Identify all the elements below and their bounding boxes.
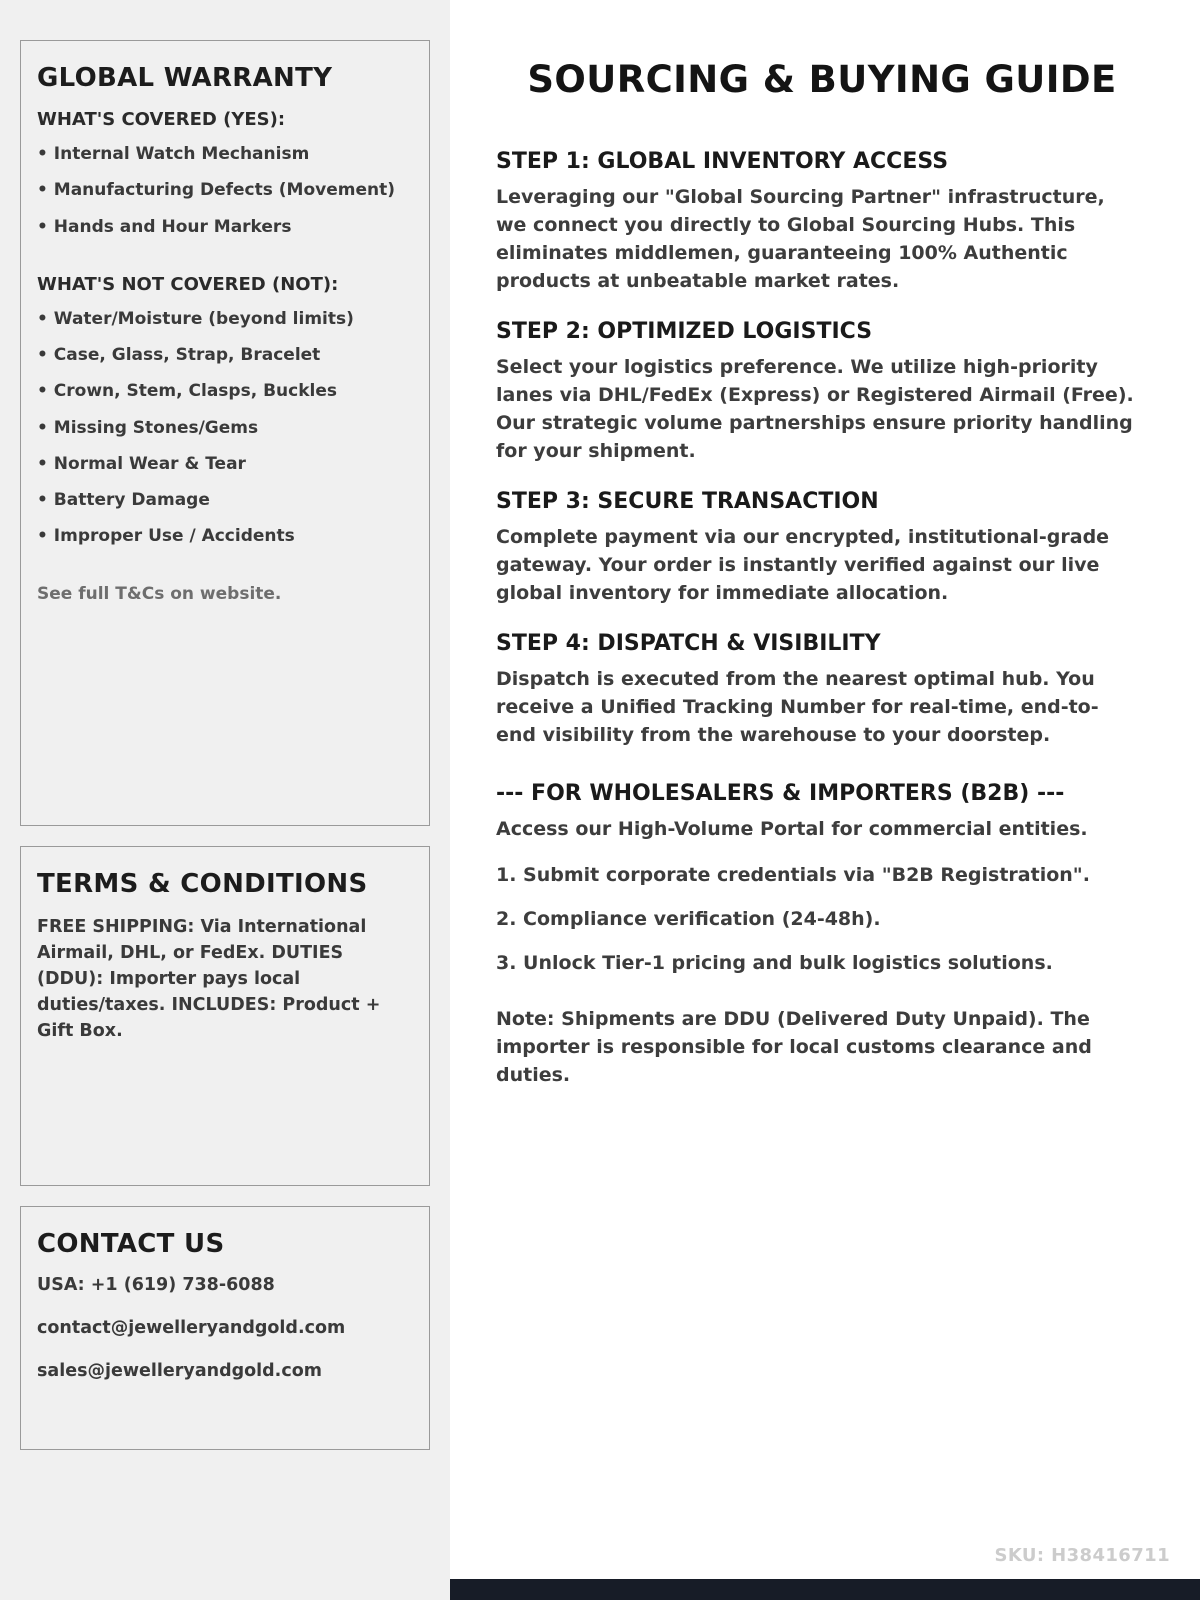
step-1: [496, 149, 1148, 295]
covered-list: [37, 144, 411, 238]
b2b-section: [496, 781, 1148, 1089]
contact-title: CONTACT US: [37, 1229, 225, 1259]
b2b-note: Note: Shipments are DDU (Delivered Duty Unpaid). The importer is responsible for local customs clearance and duties.: [496, 1008, 1092, 1086]
step-4-heading: STEP 4: DISPATCH & VISIBILITY: [496, 631, 881, 656]
page-title: SOURCING & BUYING GUIDE: [527, 58, 1117, 101]
step-3-heading: STEP 3: SECURE TRANSACTION: [496, 489, 879, 514]
sidebar: [0, 0, 450, 1600]
list-item: • Missing Stones/Gems: [37, 418, 411, 439]
step-3-body: Complete payment via our encrypted, institutional-grade gateway. Your order is instantly verified against our live global inventory for immediate allocation.: [496, 526, 1110, 604]
b2b-item-2: 2. Compliance verification (24-48h).: [496, 908, 881, 930]
not-covered-list: [37, 309, 411, 548]
footer-bar: [450, 1579, 1200, 1600]
sales-email: sales@jewelleryandgold.com: [37, 1361, 322, 1381]
global-warranty-box: [20, 40, 430, 826]
sku-label: SKU: H38416711: [994, 1545, 1170, 1566]
list-item: • Hands and Hour Markers: [37, 217, 411, 238]
terms-body: FREE SHIPPING: Via International Airmail, DHL, or FedEx. DUTIES (DDU): Importer pays local duties/taxes. INCLUDES: Product + Gift Box.: [37, 917, 381, 1041]
list-item: • Normal Wear & Tear: [37, 454, 411, 475]
contact-email: contact@jewelleryandgold.com: [37, 1318, 346, 1338]
terms-title: TERMS & CONDITIONS: [37, 869, 368, 899]
step-4: [496, 631, 1148, 749]
warranty-footnote: See full T&Cs on website.: [37, 583, 282, 604]
list-item: • Crown, Stem, Clasps, Buckles: [37, 381, 411, 402]
step-4-body: Dispatch is executed from the nearest optimal hub. You receive a Unified Tracking Number for real-time, end-to-end visibility from the warehouse to your doorstep.: [496, 668, 1099, 746]
b2b-intro: Access our High-Volume Portal for commercial entities.: [496, 818, 1088, 840]
step-1-heading: STEP 1: GLOBAL INVENTORY ACCESS: [496, 149, 949, 174]
terms-and-conditions-box: [20, 846, 430, 1186]
b2b-item-1: 1. Submit corporate credentials via "B2B Registration".: [496, 864, 1090, 886]
warranty-title: GLOBAL WARRANTY: [37, 63, 333, 93]
step-1-body: Leveraging our "Global Sourcing Partner" infrastructure, we connect you directly to Global Sourcing Hubs. This eliminates middlemen, guaranteeing 100% Authentic products at unbeatable market rates.: [496, 186, 1105, 292]
not-covered-title: WHAT'S NOT COVERED (NOT):: [37, 273, 339, 295]
list-item: • Case, Glass, Strap, Bracelet: [37, 345, 411, 366]
list-item: • Internal Watch Mechanism: [37, 144, 411, 165]
list-item: • Manufacturing Defects (Movement): [37, 180, 411, 201]
step-3: [496, 489, 1148, 607]
b2b-heading: --- FOR WHOLESALERS & IMPORTERS (B2B) ---: [496, 781, 1065, 806]
step-2: [496, 319, 1148, 465]
b2b-item-3: 3. Unlock Tier-1 pricing and bulk logistics solutions.: [496, 952, 1053, 974]
list-item: • Water/Moisture (beyond limits): [37, 309, 411, 330]
main-content: [450, 0, 1200, 1600]
list-item: • Improper Use / Accidents: [37, 526, 411, 547]
list-item: • Battery Damage: [37, 490, 411, 511]
covered-title: WHAT'S COVERED (YES):: [37, 109, 286, 130]
contact-us-box: [20, 1206, 430, 1450]
step-2-heading: STEP 2: OPTIMIZED LOGISTICS: [496, 319, 873, 344]
contact-phone: USA: +1 (619) 738-6088: [37, 1275, 275, 1295]
step-2-body: Select your logistics preference. We utilize high-priority lanes via DHL/FedEx (Express) or Registered Airmail (Free). Our strategic volume partnerships ensure priority handling for your shipment.: [496, 356, 1134, 462]
